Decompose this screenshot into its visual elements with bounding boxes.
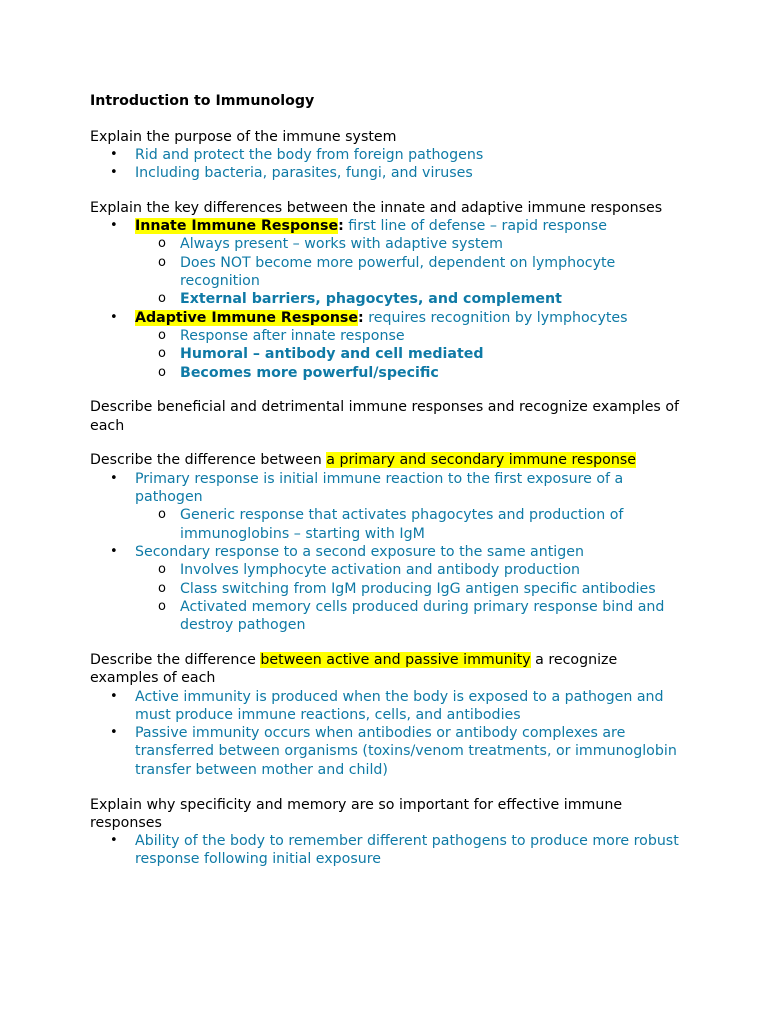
sub-item bbox=[135, 598, 690, 635]
document-title: Introduction to Immunology bbox=[90, 93, 315, 109]
answer-item bbox=[90, 146, 690, 164]
question-text: Describe the difference bbox=[90, 651, 261, 668]
bullet-icon: • bbox=[110, 146, 118, 162]
bullet-icon: • bbox=[110, 688, 118, 704]
highlighted-text: between active and passive immunity bbox=[260, 651, 531, 668]
answer-list bbox=[90, 217, 690, 382]
bullet-icon: • bbox=[110, 470, 118, 486]
sub-text: Becomes more powerful/specific bbox=[180, 364, 439, 381]
bullet-icon: • bbox=[110, 725, 118, 741]
sub-bullet-icon: o bbox=[158, 580, 166, 596]
answer-item bbox=[90, 724, 690, 779]
sub-bullet-icon: o bbox=[158, 364, 166, 380]
sub-bullet-icon: o bbox=[158, 327, 166, 343]
sub-list bbox=[135, 327, 690, 382]
question-primary-secondary bbox=[90, 451, 690, 469]
colon: : bbox=[358, 309, 364, 326]
bullet-icon: • bbox=[110, 833, 118, 849]
sub-item bbox=[135, 364, 690, 382]
sub-bullet-icon: o bbox=[158, 598, 166, 614]
sub-text: Activated memory cells produced during primary response bind and destroy pathogen bbox=[180, 598, 665, 634]
answer-item bbox=[90, 543, 690, 634]
innate-label: Innate Immune Response bbox=[135, 218, 339, 235]
answer-text: Rid and protect the body from foreign pathogens bbox=[135, 146, 484, 163]
answer-list bbox=[90, 688, 690, 779]
sub-bullet-icon: o bbox=[158, 291, 166, 307]
question-text: Describe the difference between bbox=[90, 452, 327, 469]
answer-text: Active immunity is produced when the body is exposed to a pathogen and must produce immune reactions, cells, and antibodies bbox=[135, 688, 664, 723]
bullet-icon: • bbox=[110, 165, 118, 181]
document-page bbox=[90, 91, 690, 869]
sub-item bbox=[135, 561, 690, 579]
sub-bullet-icon: o bbox=[158, 254, 166, 270]
bullet-icon: • bbox=[110, 543, 118, 559]
sub-item bbox=[135, 235, 690, 253]
sub-item bbox=[135, 506, 690, 543]
sub-text: Does NOT become more powerful, dependent on lymphocyte recognition bbox=[180, 254, 616, 290]
adaptive-label: Adaptive Immune Response bbox=[135, 309, 358, 326]
sub-text: Always present – works with adaptive system bbox=[180, 236, 503, 253]
highlighted-text: a primary and secondary immune response bbox=[326, 452, 636, 469]
question-immune-purpose: Explain the purpose of the immune system bbox=[90, 128, 397, 145]
sub-item bbox=[135, 327, 690, 345]
question-active-passive bbox=[90, 651, 690, 688]
answer-item-adaptive bbox=[90, 309, 690, 382]
adaptive-description: requires recognition by lymphocytes bbox=[363, 309, 628, 326]
sub-text: External barriers, phagocytes, and complement bbox=[180, 291, 562, 308]
sub-item bbox=[135, 580, 690, 598]
question-text: a recognize examples of each bbox=[90, 651, 618, 687]
sub-list bbox=[135, 561, 690, 634]
sub-text: Generic response that activates phagocytes and production of immunoglobins – starting with IgM bbox=[180, 507, 624, 542]
answer-item bbox=[90, 688, 690, 725]
question-specificity-memory: Explain why specificity and memory are so important for effective immune responses bbox=[90, 796, 623, 831]
sub-item bbox=[135, 254, 690, 291]
sub-text: Humoral – antibody and cell mediated bbox=[180, 346, 484, 363]
question-beneficial-detrimental: Describe beneficial and detrimental immune responses and recognize examples of each bbox=[90, 399, 680, 434]
answer-item bbox=[90, 164, 690, 182]
sub-text: Class switching from IgM producing IgG antigen specific antibodies bbox=[180, 580, 656, 597]
sub-bullet-icon: o bbox=[158, 562, 166, 578]
innate-description: first line of defense – rapid response bbox=[343, 218, 607, 235]
sub-bullet-icon: o bbox=[158, 346, 166, 362]
sub-item bbox=[135, 345, 690, 363]
sub-text: Response after innate response bbox=[180, 327, 405, 344]
answer-list bbox=[90, 832, 690, 869]
colon: : bbox=[338, 218, 344, 235]
sub-bullet-icon: o bbox=[158, 236, 166, 252]
bullet-icon: • bbox=[110, 309, 118, 325]
answer-text: Passive immunity occurs when antibodies or antibody complexes are transferred between organisms (toxins/venom treatments, or immunoglobin transfer between mother and child) bbox=[135, 725, 677, 778]
answer-item bbox=[90, 470, 690, 543]
answer-text: Ability of the body to remember different pathogens to produce more robust response following initial exposure bbox=[135, 833, 679, 868]
sub-text: Involves lymphocyte activation and antibody production bbox=[180, 562, 580, 579]
sub-list bbox=[135, 235, 690, 308]
answer-text: Primary response is initial immune reaction to the first exposure of a pathogen bbox=[135, 470, 624, 506]
question-innate-vs-adaptive: Explain the key differences between the innate and adaptive immune responses bbox=[90, 199, 663, 216]
answer-item bbox=[90, 832, 690, 869]
answer-text: Including bacteria, parasites, fungi, and viruses bbox=[135, 165, 473, 182]
sub-item bbox=[135, 290, 690, 308]
sub-list bbox=[135, 506, 690, 543]
answer-text: Secondary response to a second exposure to the same antigen bbox=[135, 543, 584, 560]
answer-list bbox=[90, 470, 690, 635]
answer-list bbox=[90, 146, 690, 183]
sub-bullet-icon: o bbox=[158, 507, 166, 523]
bullet-icon: • bbox=[110, 218, 118, 234]
answer-item-innate bbox=[90, 217, 690, 308]
